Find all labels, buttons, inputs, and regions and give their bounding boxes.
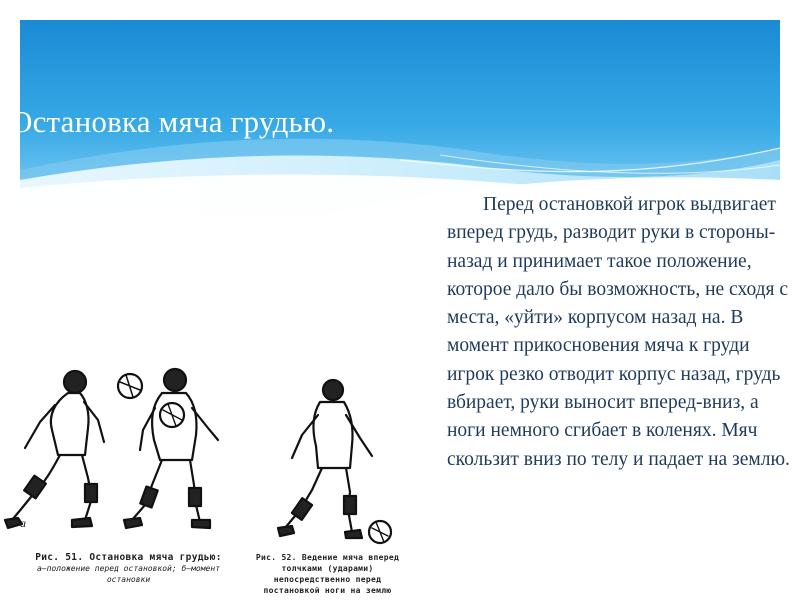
ball-dribbling (369, 521, 391, 543)
body-paragraph: Перед остановкой игрок выдвигает вперед грудь, разводит руки в стороны-назад и принимает такое положение, которое дало бы возможность, не сходя с места, «уйти» корпусом назад на. В момент прикосновения мяча к груди игрок резко отводит корпус назад, грудь вбирает, руки выносит вперед-вниз, а ноги немного сгибает в коленях. Мяч скользит вниз по телу и падает на землю. (447, 194, 790, 470)
body-text (447, 191, 797, 474)
figure-label-a: а (20, 516, 26, 530)
figure-label-b: б (126, 516, 133, 530)
figure-caption-52-text: Рис. 52. Ведение мяча вперед толчками (ударами) непосредственно перед постановкой ноги на землю (255, 553, 400, 595)
slide-title: Остановка мяча грудью. (10, 104, 335, 139)
figure-caption-51-title: Рис. 51. Остановка мяча грудью: (35, 552, 222, 563)
player-figure-dribbling (278, 380, 372, 538)
figure-caption-51 (26, 552, 231, 585)
player-figure-a (5, 371, 104, 528)
figure-caption-52 (255, 552, 400, 596)
figure-caption-51-sub: а—положение перед остановкой; б—момент остановки (36, 564, 221, 584)
ball-a (118, 374, 142, 398)
